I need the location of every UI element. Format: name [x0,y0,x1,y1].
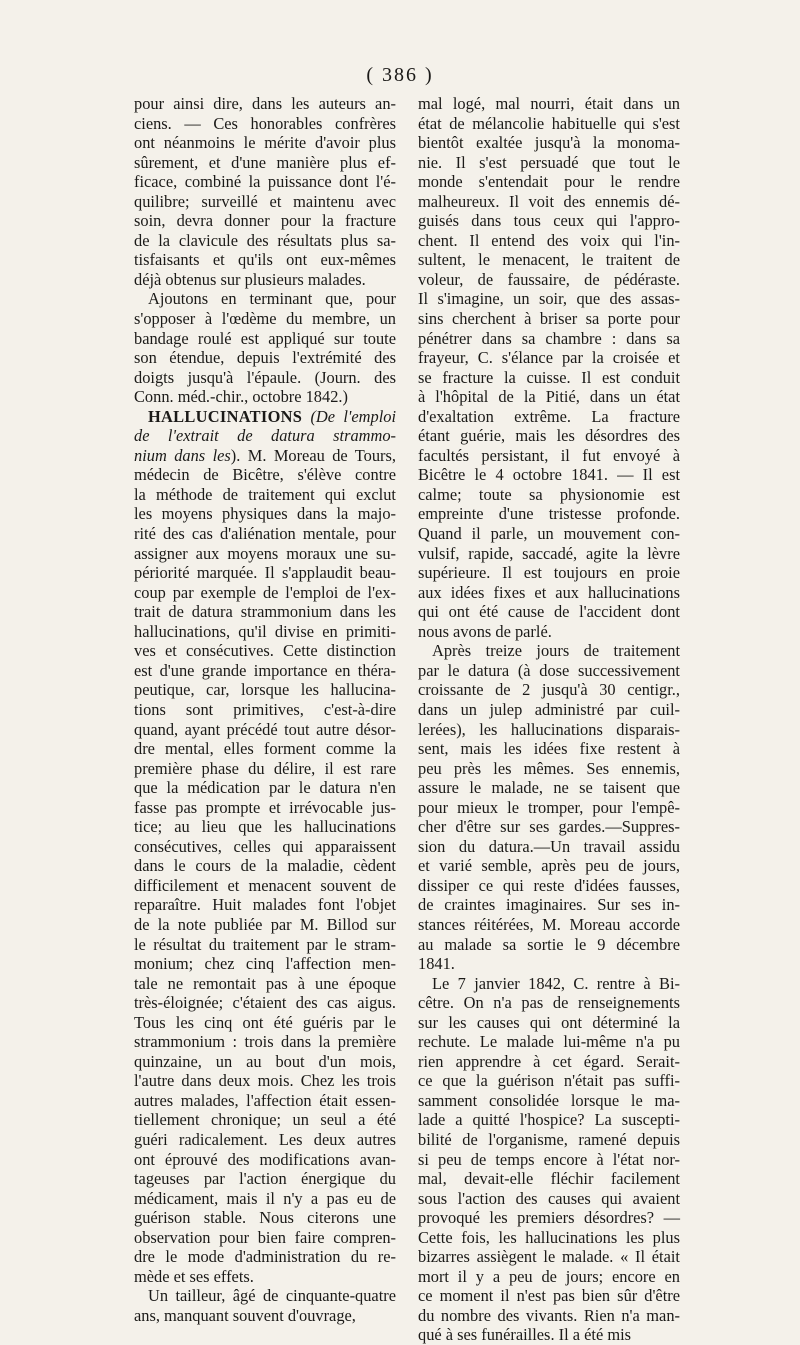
text-line: première phase du délire, il est rare [134,758,396,778]
text-line: d'exaltation extrême. La fracture [418,406,680,426]
text-line: vulsif, rapide, saccadé, agite la lèvre [418,543,680,563]
text-line: assure le malade, ne se taisent que [418,778,680,798]
text-line: nous avons de parlé. [418,621,552,641]
text-line: bientôt exaltée jusqu'à la monoma- [418,133,680,153]
text-line: que la médication par le datura n'en [134,778,396,798]
page-number: ( 386 ) [366,64,434,86]
text-line: rité des cas d'aliénation mentale, pour [134,524,396,544]
text-line: fasse pas prompte et irrévocable jus- [134,797,396,817]
paragraph [418,641,680,973]
text-line: dre mental, elles forment comme la [134,739,396,759]
text-line: est d'une grande importance en théra- [134,660,396,680]
text-line: guérison stable. Nous citerons une [134,1208,396,1228]
text-line: quinzaine, un au bout d'un mois, [134,1051,396,1071]
text-line: calme; toute sa physionomie est [418,484,680,504]
text-line: dissiper ce qui reste d'idées fausses, [418,875,680,895]
text-line: le résultat du traitement par le stram- [134,934,396,954]
text-line: les moyens physiques dans la majo- [134,504,396,524]
heading-line: nium dans les). M. Moreau de Tours, [134,445,396,465]
text-line: frayeur, C. s'élance par la croisée et [418,348,680,368]
text-line: sultent, le menacent, le traitent de [418,250,680,270]
text-line: strammonium : trois dans la première [134,1032,396,1052]
text-line: de la clavicule des résultats plus sa- [134,230,396,250]
text-line: mort il y a peu de jours; encore en [418,1266,680,1286]
text-line: nie. Il s'est persuadé que tout le [418,152,680,172]
text-line: peu près les mêmes. Ses ennemis, [418,758,680,778]
text-line: cêtre. On n'a pas de renseignements [418,993,680,1013]
text-line: Bicêtre le 4 octobre 1841. — Il est [418,465,680,485]
text-line: dans un julep administré par cuil- [418,699,680,719]
text-line: bizarres assiègent le malade. « Il était [418,1247,680,1267]
text-line: tageuses par l'action énergique du [134,1169,396,1189]
section-heading [134,407,396,466]
text-line: hallucinations, qu'il divise en primiti- [134,621,396,641]
paragraph [134,94,396,289]
text-line: mède et ses effets. [134,1266,254,1286]
text-line: 1841. [418,954,455,974]
text-line: ont éprouvé des modifications avan- [134,1149,396,1169]
text-line: reparaître. Huit malades font l'objet [134,895,396,915]
text-line: à l'hôpital de la Pitié, dans un état [418,387,680,407]
text-line: Tous les cinq ont été guéris par le [134,1012,396,1032]
text-line: ficace, combiné la puissance dont l'é- [134,172,396,192]
text-line: sous l'action des causes qui avaient [418,1188,680,1208]
paragraph [418,974,680,1345]
text-line: au malade sa sortie le 9 décembre [418,934,680,954]
text-line: tions sont primitives, c'est-à-dire [134,699,396,719]
heading-line: de l'extrait de datura strammo- [134,426,396,446]
text-line: facultés persistant, il fut envoyé à [418,445,680,465]
heading-subtitle: (De l'emploi [302,406,396,426]
text-line: guisés dans tous ceux qui l'appro- [418,211,680,231]
text-line: par le datura (à dose successivement [418,660,680,680]
text-line: monium; chez cinq l'affection men- [134,954,396,974]
text-line: sur les causes qui ont déterminé la [418,1012,680,1032]
text-line: déjà obtenus sur plusieurs malades. [134,269,366,289]
text-line: et varié semble, après peu de jours, [418,856,680,876]
text-line: son étendue, depuis l'extrémité des [134,348,396,368]
text-line: provoqué les premiers désordres? — [418,1208,680,1228]
text-line: samment consolidée lorsque le ma- [418,1090,680,1110]
text-line: observation pour bien faire compren- [134,1227,396,1247]
text-line: autres malades, l'affection était essen- [134,1090,396,1110]
text-line: Après treize jours de traitement [432,641,680,661]
text-line: périorité marquée. Il s'applaudit beau- [134,563,396,583]
text-line: lerées), les hallucinations disparais- [418,719,680,739]
text-line: croissante de 2 jusqu'à 30 centigr., [418,680,680,700]
text-line: bandage roulé est appliqué sur toute [134,328,396,348]
text-line: ans, manquant souvent d'ouvrage, [134,1305,356,1325]
text-line: Le 7 janvier 1842, C. rentre à Bi- [432,973,680,993]
text-line: Un tailleur, âgé de cinquante-quatre [148,1286,396,1306]
text-line: quand, ayant précédé tout autre désor- [134,719,396,739]
text-line: qui ont été cause de l'accident dont [418,602,680,622]
paragraph [134,1286,396,1325]
text-line: doigts jusqu'à l'épaule. (Journ. des [134,367,396,387]
text-line: étant guérie, mais les désordres des [418,426,680,446]
text-line: cher d'être sur ses gardes.—Suppres- [418,817,680,837]
text-line: tiellement chronique; un seul a été [134,1110,396,1130]
text-line: mal logé, mal nourri, était dans un [418,94,680,113]
text-line: Ajoutons en terminant que, pour [148,289,396,309]
text-line: ce que la guérison n'était pas suffi- [418,1071,680,1091]
text-line: état de mélancolie habituelle qui s'est [418,113,680,133]
text-line: l'autre dans deux mois. Chez les trois [134,1071,396,1091]
text-line: chent. Il entend des voix qui l'in- [418,230,680,250]
text-line: voleur, de faussaire, de pédéraste. [418,269,680,289]
text-line: empreinte d'une tristesse profonde. [418,504,680,524]
text-line: coup par exemple de l'emploi de l'ex- [134,582,396,602]
text-line: peutique, car, lorsque les hallucina- [134,680,396,700]
text-line: stances réitérées, M. Moreau accorde [418,914,680,934]
text-line: de la note publiée par M. Billod sur [134,914,396,934]
text-line: Il s'imagine, un soir, que des assas- [418,289,680,309]
text-line: quilibre; surveillé et maintenu avec [134,191,396,211]
text-line: consécutives, celles qui apparaissent [134,836,396,856]
text-line: rien apprendre à cet égard. Serait- [418,1051,680,1071]
text-line: dans le cours de la maladie, cèdent [134,856,396,876]
text-line: médecin de Bicêtre, s'élève contre [134,465,396,485]
text-line: malheureux. Il voit des ennemis dé- [418,191,680,211]
right-column [418,94,680,1345]
text-line: difficilement et menacent souvent de [134,875,396,895]
paragraph [418,94,680,641]
heading-line [134,407,396,427]
text-line: sûrement, et d'une manière plus ef- [134,152,396,172]
left-column [134,94,396,1325]
text-line: ves et consécutives. Cette distinction [134,641,396,661]
text-line: sent, mais les idées fixe restent à [418,739,680,759]
paragraph [134,289,396,406]
heading-title: HALLUCINATIONS [148,406,303,426]
text-line: soin, devra donner pour la fracture [134,211,396,231]
text-line: Cette fois, les hallucinations les plus [418,1227,680,1247]
text-line: sins cherchent à briser sa porte pour [418,309,680,329]
text-line: dre le mode d'administration du re- [134,1247,396,1267]
text-line: médicament, mais il n'y a pas eu de [134,1188,396,1208]
text-line: ciens. — Ces honorables confrères [134,113,396,133]
text-line: pénétrer dans sa chambre : dans sa [418,328,680,348]
text-line: monde s'entendait pour le rendre [418,172,680,192]
text-line: se fracture la cuisse. Il est conduit [418,367,680,387]
text-line: Quand il parle, un mouvement con- [418,524,680,544]
text-line: ont néanmoins le mérite d'avoir plus [134,133,396,153]
text-line: qué à ses funérailles. Il a été mis [418,1325,631,1345]
text-line: bilité de l'organisme, ramené depuis [418,1129,680,1149]
text-line: mal, devait-elle fléchir facilement [418,1169,680,1189]
text-line: assigner aux moyens moraux une su- [134,543,396,563]
text-line: sion du datura.—Un travail assidu [418,836,680,856]
text-line: lade a quitté l'hospice? La suscepti- [418,1110,680,1130]
text-line: trait de datura strammonium dans les [134,602,396,622]
text-line: guéri radicalement. Les deux autres [134,1129,396,1149]
text-line: supérieure. Il est toujours en proie [418,563,680,583]
text-line: du nombre des vivants. Rien n'a man- [418,1305,680,1325]
text-line: tale ne remontait pas à une époque [134,973,396,993]
text-line: s'opposer à l'œdème du membre, un [134,309,396,329]
text-line: aux idées fixes et aux hallucinations [418,582,680,602]
text-line: tisfaisants et qu'ils ont eux-mêmes [134,250,396,270]
paragraph [134,465,396,1286]
text-line: tice; au lieu que les hallucinations [134,817,396,837]
text-line: si peu de temps encore à l'état nor- [418,1149,680,1169]
text-line: la méthode de traitement qui exclut [134,484,396,504]
text-line: pour mieux le tromper, pour l'empê- [418,797,680,817]
text-line: rechute. Le malade lui-même n'a pu [418,1032,680,1052]
text-line: de craintes imaginaires. Sur ses in- [418,895,680,915]
text-line: pour ainsi dire, dans les auteurs an- [134,94,396,113]
text-line: très-éloignée; c'étaient des cas aigus. [134,993,396,1013]
text-line: Conn. méd.-chir., octobre 1842.) [134,387,348,407]
text-line: ce moment il n'est pas bien sûr d'être [418,1286,680,1306]
